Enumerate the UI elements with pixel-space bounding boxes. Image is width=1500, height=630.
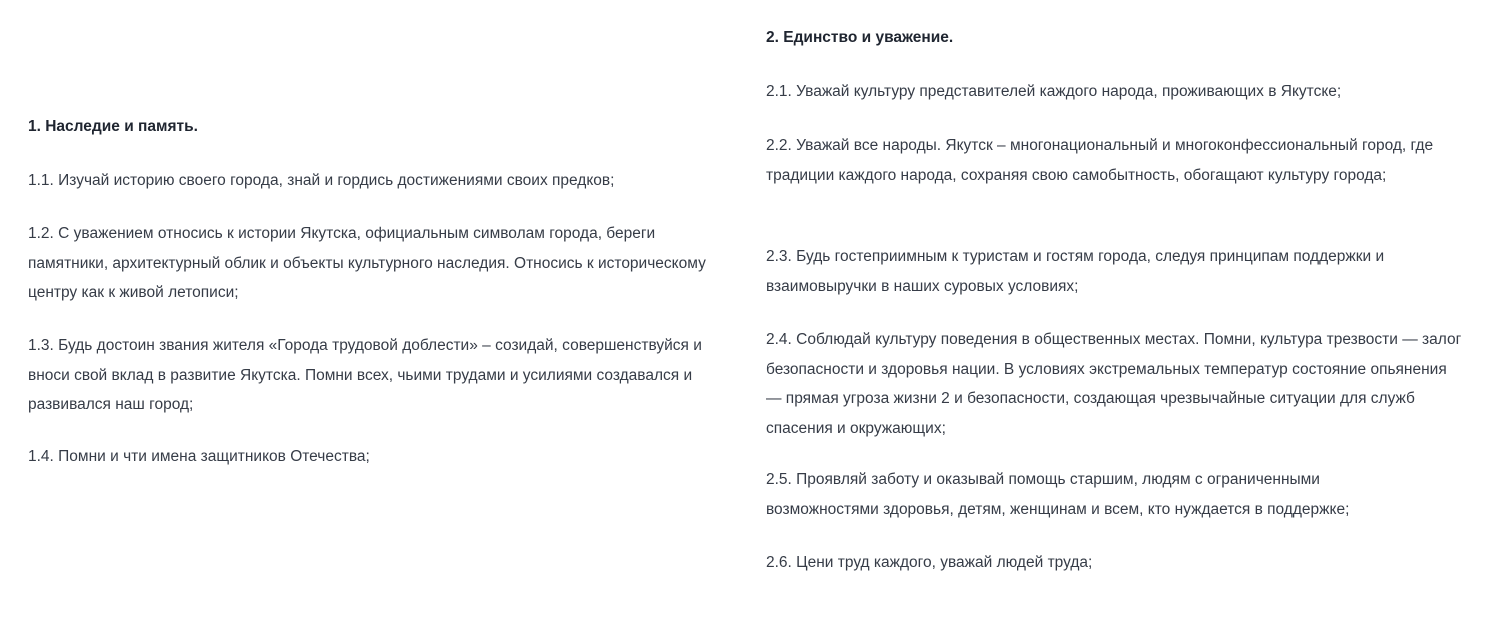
section-title-heritage: 1. Наследие и память.: [28, 118, 198, 135]
item-1-4: 1.4. Помни и чти имена защитников Отечества;: [28, 448, 370, 465]
item-1-1: 1.1. Изучай историю своего города, знай и гордись достижениями своих предков;: [28, 172, 615, 189]
section-title-unity: 2. Единство и уважение.: [766, 29, 954, 46]
item-2-2: 2.2. Уважай все народы. Якутск – многонациональный и многоконфессиональный город, где традиции каждого народа, сохраняя свою самобытность, обогащают культуру города;: [766, 137, 1434, 184]
item-2-3: 2.3. Будь гостеприимным к туристам и гостям города, следуя принципам поддержки и взаимовыручки в наших суровых условиях;: [766, 248, 1385, 295]
item-1-3: 1.3. Будь достоин звания жителя «Города трудовой доблести» – созидай, совершенствуйся и вноси свой вклад в развитие Якутска. Помни всех, чьими трудами и усилиями создавался и развивался наш город;: [28, 337, 702, 413]
item-2-4: 2.4. Соблюдай культуру поведения в общественных местах. Помни, культура трезвости — залог безопасности и здоровья нации. В условиях экстремальных температур состояние опьянения — прямая угроза жизни 2 и безопасности, создающая чрезвычайные ситуации для служб спасения и окружающих;: [766, 331, 1462, 437]
item-2-5: 2.5. Проявляй заботу и оказывай помощь старшим, людям с ограниченными возможностями здоровья, детям, женщинам и всем, кто нуждается в поддержке;: [766, 471, 1350, 518]
item-1-2: 1.2. С уважением относись к истории Якутска, официальным символам города, береги памятники, архитектурный облик и объекты культурного наследия. Относись к историческому центру как к живой летописи;: [28, 225, 706, 301]
item-2-6: 2.6. Цени труд каждого, уважай людей труда;: [766, 554, 1093, 571]
item-2-1: 2.1. Уважай культуру представителей каждого народа, проживающих в Якутске;: [766, 83, 1342, 100]
